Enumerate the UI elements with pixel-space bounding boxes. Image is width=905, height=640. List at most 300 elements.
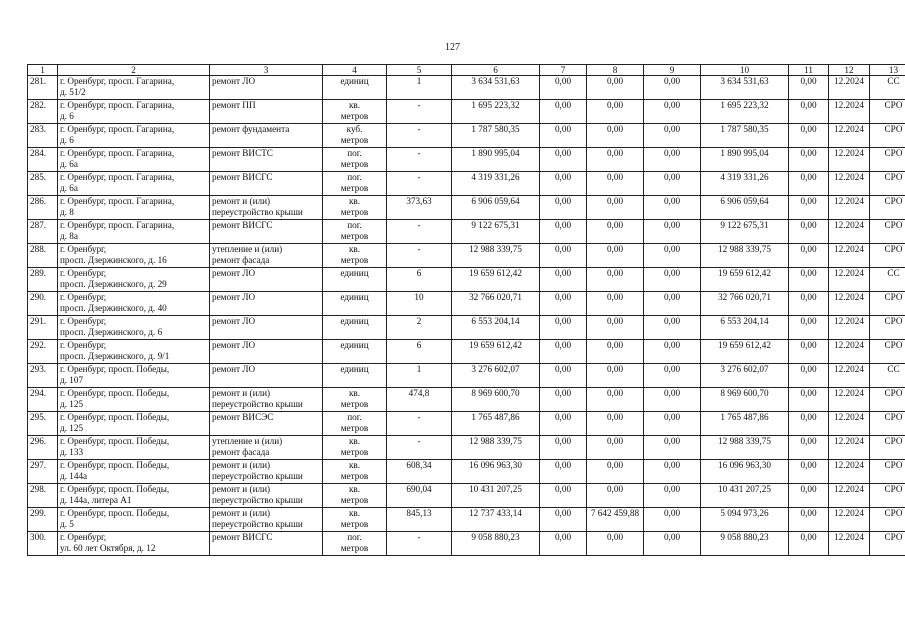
volume-cell-text: 474,8 <box>408 388 430 398</box>
amount-cell <box>587 148 644 172</box>
amount-cell-text: 0,00 <box>606 172 624 182</box>
total-cost-cell-text: 19 659 612,42 <box>469 340 522 350</box>
unit-cell-text: метров <box>340 135 369 145</box>
address-cell-text: г. Оренбург, просп. Гагарина, <box>60 220 175 230</box>
fund-type-cell-text: СРО <box>884 196 903 206</box>
completion-date-cell <box>829 76 870 100</box>
unit-cell-text: метров <box>340 423 369 433</box>
amount-cell <box>587 124 644 148</box>
amount-cell <box>789 364 829 388</box>
completion-date-cell <box>829 436 870 460</box>
work-type-cell <box>210 412 323 436</box>
amount-cell <box>644 412 701 436</box>
fund-type-cell <box>870 124 905 148</box>
volume-cell <box>387 364 452 388</box>
address-cell <box>58 76 210 100</box>
amount-cell <box>540 316 587 340</box>
address-cell <box>58 316 210 340</box>
table-row <box>28 364 905 388</box>
unit-cell <box>323 148 387 172</box>
fund-type-cell <box>870 364 905 388</box>
total-cost-cell-text: 1 765 487,86 <box>471 412 520 422</box>
amount-cell-text: 0,00 <box>663 124 681 134</box>
unit-cell-text: кв. <box>348 484 361 494</box>
unit-cell-text: пог. <box>347 148 362 158</box>
unit-cell-text: метров <box>340 399 369 409</box>
total-cost-cell <box>452 460 540 484</box>
work-type-cell-text: ремонт ВИСТС <box>212 148 273 158</box>
amount-cell-text: 0,00 <box>800 412 817 422</box>
row-number-cell <box>28 100 58 124</box>
address-cell <box>58 172 210 196</box>
header-cell: 5 <box>387 65 452 76</box>
fund-type-cell <box>870 316 905 340</box>
amount-cell-text: 0,00 <box>606 196 624 206</box>
amount-cell-text: 0,00 <box>606 364 624 374</box>
amount-cell <box>540 196 587 220</box>
completion-date-cell <box>829 244 870 268</box>
work-type-cell-text: ремонт ВИСЭС <box>212 412 274 422</box>
address-cell <box>58 124 210 148</box>
owner-funds-cell-text: 19 659 612,42 <box>718 268 771 278</box>
address-cell-text: просп. Дзержинского, д. 16 <box>60 255 167 265</box>
amount-cell <box>789 388 829 412</box>
amount-cell-text: 0,00 <box>554 316 572 326</box>
volume-cell <box>387 268 452 292</box>
amount-cell <box>540 220 587 244</box>
owner-funds-cell-text: 3 634 531,63 <box>720 76 769 86</box>
row-number-cell <box>28 76 58 100</box>
table-row <box>28 484 905 508</box>
completion-date-cell-text: 12.2024 <box>834 172 864 182</box>
row-number-cell-text: 292. <box>30 340 47 350</box>
completion-date-cell-text: 12.2024 <box>834 388 864 398</box>
row-number-cell-text: 286. <box>30 196 47 206</box>
completion-date-cell <box>829 364 870 388</box>
amount-cell-text: 0,00 <box>554 412 572 422</box>
amount-cell-text: 0,00 <box>554 292 572 302</box>
completion-date-cell <box>829 292 870 316</box>
amount-cell <box>587 220 644 244</box>
total-cost-cell-text: 9 122 675,31 <box>471 220 520 230</box>
completion-date-cell <box>829 484 870 508</box>
total-cost-cell <box>452 172 540 196</box>
volume-cell <box>387 292 452 316</box>
amount-cell-text: 0,00 <box>800 100 817 110</box>
amount-cell <box>540 268 587 292</box>
amount-cell <box>587 364 644 388</box>
unit-cell <box>323 100 387 124</box>
owner-funds-cell-text: 12 988 339,75 <box>718 436 771 446</box>
address-cell <box>58 268 210 292</box>
amount-cell <box>644 268 701 292</box>
header-cell: 2 <box>58 65 210 76</box>
table-row <box>28 124 905 148</box>
total-cost-cell <box>452 196 540 220</box>
amount-cell <box>587 100 644 124</box>
amount-cell-text: 0,00 <box>606 148 624 158</box>
amount-cell-text: 0,00 <box>663 220 681 230</box>
address-cell-text: г. Оренбург, просп. Победы, <box>60 364 170 374</box>
completion-date-cell-text: 12.2024 <box>834 196 864 206</box>
amount-cell <box>644 340 701 364</box>
amount-cell-text: 0,00 <box>606 460 624 470</box>
amount-cell <box>587 532 644 556</box>
work-type-cell <box>210 436 323 460</box>
completion-date-cell <box>829 124 870 148</box>
unit-cell <box>323 364 387 388</box>
amount-cell-text: 0,00 <box>606 244 624 254</box>
volume-cell-text: - <box>417 412 421 422</box>
owner-funds-cell-text: 16 096 963,30 <box>718 460 771 470</box>
address-cell-text: д. 5 <box>60 519 74 529</box>
unit-cell-text: пог. <box>347 172 362 182</box>
owner-funds-cell <box>701 148 789 172</box>
fund-type-cell <box>870 268 905 292</box>
completion-date-cell-text: 12.2024 <box>834 268 864 278</box>
amount-cell <box>540 244 587 268</box>
address-cell <box>58 292 210 316</box>
total-cost-cell-text: 9 058 880,23 <box>471 532 520 542</box>
amount-cell-text: 0,00 <box>554 220 572 230</box>
owner-funds-cell-text: 32 766 020,71 <box>718 292 771 302</box>
address-cell-text: просп. Дзержинского, д. 29 <box>60 279 167 289</box>
amount-cell <box>789 484 829 508</box>
amount-cell-text: 0,00 <box>800 76 817 86</box>
unit-cell <box>323 172 387 196</box>
amount-cell-text: 0,00 <box>606 124 624 134</box>
amount-cell-text: 0,00 <box>554 124 572 134</box>
amount-cell <box>540 484 587 508</box>
fund-type-cell <box>870 148 905 172</box>
work-type-cell <box>210 460 323 484</box>
owner-funds-cell-text: 1 890 995,04 <box>720 148 769 158</box>
address-cell <box>58 364 210 388</box>
amount-cell-text: 0,00 <box>663 76 681 86</box>
completion-date-cell <box>829 460 870 484</box>
row-number-cell-text: 298. <box>30 484 47 494</box>
row-number-cell <box>28 412 58 436</box>
table-row <box>28 436 905 460</box>
owner-funds-cell-text: 1 787 580,35 <box>720 124 769 134</box>
work-type-cell-text: ремонт и (или) <box>212 388 271 398</box>
amount-cell-text: 0,00 <box>554 388 572 398</box>
amount-cell-text: 7 642 459,88 <box>590 508 640 518</box>
volume-cell-text: - <box>417 532 421 542</box>
owner-funds-cell <box>701 316 789 340</box>
header-cell: 10 <box>701 65 789 76</box>
address-cell-text: д. 6а <box>60 159 78 169</box>
address-cell <box>58 244 210 268</box>
total-cost-cell <box>452 388 540 412</box>
amount-cell-text: 0,00 <box>554 100 572 110</box>
address-cell-text: д. 133 <box>60 447 84 457</box>
amount-cell-text: 0,00 <box>554 532 572 542</box>
row-number-cell <box>28 436 58 460</box>
amount-cell <box>644 364 701 388</box>
amount-cell-text: 0,00 <box>663 172 681 182</box>
work-type-cell-text: ремонт ПП <box>212 100 256 110</box>
fund-type-cell-text: СРО <box>884 388 903 398</box>
unit-cell-text: единиц <box>340 268 369 278</box>
completion-date-cell <box>829 340 870 364</box>
amount-cell-text: 0,00 <box>663 484 681 494</box>
amount-cell <box>587 436 644 460</box>
unit-cell <box>323 268 387 292</box>
completion-date-cell-text: 12.2024 <box>834 436 864 446</box>
address-cell-text: д. 6 <box>60 111 74 121</box>
amount-cell-text: 0,00 <box>606 100 624 110</box>
amount-cell <box>789 436 829 460</box>
unit-cell-text: единиц <box>340 340 369 350</box>
row-number-cell <box>28 244 58 268</box>
amount-cell-text: 0,00 <box>606 316 624 326</box>
amount-cell <box>540 508 587 532</box>
completion-date-cell <box>829 268 870 292</box>
owner-funds-cell-text: 9 058 880,23 <box>720 532 769 542</box>
fund-type-cell-text: СРО <box>884 436 903 446</box>
volume-cell <box>387 484 452 508</box>
completion-date-cell <box>829 172 870 196</box>
row-number-cell-text: 289. <box>30 268 47 278</box>
row-number-cell <box>28 460 58 484</box>
amount-cell-text: 0,00 <box>554 508 572 518</box>
total-cost-cell-text: 32 766 020,71 <box>469 292 522 302</box>
amount-cell-text: 0,00 <box>554 340 572 350</box>
address-cell-text: д. 107 <box>60 375 84 385</box>
header-cell: 6 <box>452 65 540 76</box>
total-cost-cell-text: 16 096 963,30 <box>469 460 522 470</box>
row-number-cell-text: 282. <box>30 100 47 110</box>
unit-cell-text: куб. <box>346 124 363 134</box>
unit-cell-text: кв. <box>348 100 361 110</box>
address-cell-text: д. 6 <box>60 135 74 145</box>
work-type-cell-text: утепление и (или) <box>212 244 283 254</box>
address-cell <box>58 100 210 124</box>
volume-cell-text: - <box>417 436 421 446</box>
amount-cell-text: 0,00 <box>554 436 572 446</box>
address-cell-text: г. Оренбург, <box>60 244 107 254</box>
owner-funds-cell-text: 3 276 602,07 <box>720 364 769 374</box>
volume-cell-text: 690,04 <box>406 484 432 494</box>
work-type-cell <box>210 220 323 244</box>
completion-date-cell-text: 12.2024 <box>834 244 864 254</box>
total-cost-cell-text: 19 659 612,42 <box>469 268 522 278</box>
owner-funds-cell-text: 19 659 612,42 <box>718 340 771 350</box>
work-type-cell-text: ремонт ВИСГС <box>212 532 273 542</box>
completion-date-cell <box>829 388 870 412</box>
row-number-cell-text: 281. <box>30 76 47 86</box>
address-cell-text: г. Оренбург, просп. Победы, <box>60 436 170 446</box>
fund-type-cell-text: СРО <box>884 220 903 230</box>
row-number-cell <box>28 484 58 508</box>
address-cell <box>58 220 210 244</box>
amount-cell <box>587 172 644 196</box>
row-number-cell-text: 296. <box>30 436 47 446</box>
address-cell-text: г. Оренбург, просп. Гагарина, <box>60 76 175 86</box>
address-cell-text: д. 51/2 <box>60 87 86 97</box>
amount-cell-text: 0,00 <box>800 364 817 374</box>
work-type-cell <box>210 292 323 316</box>
total-cost-cell <box>452 148 540 172</box>
amount-cell <box>587 196 644 220</box>
address-cell <box>58 532 210 556</box>
table-row <box>28 460 905 484</box>
amount-cell-text: 0,00 <box>800 268 817 278</box>
row-number-cell-text: 295. <box>30 412 47 422</box>
table-row <box>28 196 905 220</box>
amount-cell-text: 0,00 <box>663 412 681 422</box>
amount-cell <box>644 148 701 172</box>
amount-cell-text: 0,00 <box>663 268 681 278</box>
amount-cell-text: 0,00 <box>800 340 817 350</box>
completion-date-cell-text: 12.2024 <box>834 316 864 326</box>
total-cost-cell <box>452 220 540 244</box>
volume-cell-text: 373,63 <box>406 196 432 206</box>
unit-cell-text: метров <box>340 255 369 265</box>
table-row <box>28 508 905 532</box>
address-cell-text: г. Оренбург, <box>60 532 107 542</box>
total-cost-cell <box>452 76 540 100</box>
amount-cell-text: 0,00 <box>606 484 624 494</box>
completion-date-cell-text: 12.2024 <box>834 220 864 230</box>
volume-cell-text: 845,13 <box>406 508 432 518</box>
volume-cell <box>387 532 452 556</box>
fund-type-cell <box>870 532 905 556</box>
total-cost-cell-text: 1 695 223,32 <box>471 100 520 110</box>
row-number-cell-text: 297. <box>30 460 47 470</box>
address-cell-text: г. Оренбург, просп. Гагарина, <box>60 100 175 110</box>
amount-cell-text: 0,00 <box>606 292 624 302</box>
address-cell-text: г. Оренбург, <box>60 316 107 326</box>
total-cost-cell-text: 10 431 207,25 <box>469 484 522 494</box>
unit-cell <box>323 460 387 484</box>
owner-funds-cell <box>701 340 789 364</box>
row-number-cell <box>28 508 58 532</box>
fund-type-cell-text: СС <box>887 76 900 86</box>
owner-funds-cell <box>701 100 789 124</box>
address-cell <box>58 436 210 460</box>
amount-cell <box>789 124 829 148</box>
amount-cell-text: 0,00 <box>554 484 572 494</box>
unit-cell-text: единиц <box>340 76 369 86</box>
amount-cell <box>789 532 829 556</box>
unit-cell-text: кв. <box>348 460 361 470</box>
total-cost-cell <box>452 508 540 532</box>
unit-cell <box>323 508 387 532</box>
fund-type-cell-text: СРО <box>884 148 903 158</box>
unit-cell <box>323 388 387 412</box>
amount-cell-text: 0,00 <box>800 292 817 302</box>
amount-cell-text: 0,00 <box>606 436 624 446</box>
amount-cell <box>789 316 829 340</box>
fund-type-cell-text: СРО <box>884 460 903 470</box>
amount-cell <box>587 508 644 532</box>
table-row <box>28 100 905 124</box>
amount-cell <box>587 340 644 364</box>
unit-cell <box>323 244 387 268</box>
column-number-header-row <box>28 65 905 76</box>
total-cost-cell-text: 12 988 339,75 <box>469 436 522 446</box>
row-number-cell-text: 293. <box>30 364 47 374</box>
unit-cell-text: кв. <box>348 508 361 518</box>
total-cost-cell-text: 3 276 602,07 <box>471 364 520 374</box>
work-type-cell-text: ремонт фасада <box>212 447 270 457</box>
address-cell-text: г. Оренбург, просп. Победы, <box>60 460 170 470</box>
amount-cell <box>789 100 829 124</box>
work-type-cell-text: ремонт фасада <box>212 255 270 265</box>
amount-cell-text: 0,00 <box>800 244 817 254</box>
owner-funds-cell <box>701 292 789 316</box>
header-cell: 9 <box>644 65 701 76</box>
address-cell-text: г. Оренбург, просп. Победы, <box>60 388 170 398</box>
total-cost-cell <box>452 436 540 460</box>
work-type-cell <box>210 196 323 220</box>
volume-cell-text: 6 <box>416 268 422 278</box>
fund-type-cell-text: СРО <box>884 244 903 254</box>
total-cost-cell-text: 6 553 204,14 <box>471 316 520 326</box>
volume-cell <box>387 412 452 436</box>
unit-cell-text: пог. <box>347 532 362 542</box>
total-cost-cell <box>452 292 540 316</box>
fund-type-cell-text: СРО <box>884 316 903 326</box>
address-cell-text: д. 6а <box>60 183 78 193</box>
completion-date-cell-text: 12.2024 <box>834 532 864 542</box>
total-cost-cell <box>452 316 540 340</box>
table-row <box>28 148 905 172</box>
unit-cell <box>323 76 387 100</box>
amount-cell-text: 0,00 <box>554 172 572 182</box>
work-type-cell-text: переустройство крыши <box>212 471 303 481</box>
owner-funds-cell-text: 9 122 675,31 <box>720 220 769 230</box>
owner-funds-cell <box>701 220 789 244</box>
work-type-cell <box>210 508 323 532</box>
row-number-cell <box>28 292 58 316</box>
amount-cell <box>540 172 587 196</box>
amount-cell <box>540 460 587 484</box>
unit-cell <box>323 340 387 364</box>
header-cell: 13 <box>870 65 905 76</box>
amount-cell <box>644 316 701 340</box>
amount-cell <box>644 388 701 412</box>
work-type-cell <box>210 268 323 292</box>
fund-type-cell <box>870 244 905 268</box>
amount-cell <box>644 460 701 484</box>
owner-funds-cell <box>701 268 789 292</box>
volume-cell <box>387 508 452 532</box>
unit-cell <box>323 316 387 340</box>
address-cell-text: просп. Дзержинского, д. 6 <box>60 327 163 337</box>
address-cell <box>58 484 210 508</box>
header-cell: 4 <box>323 65 387 76</box>
row-number-cell-text: 291. <box>30 316 47 326</box>
fund-type-cell <box>870 388 905 412</box>
work-type-cell-text: ремонт ЛО <box>212 364 256 374</box>
amount-cell <box>540 76 587 100</box>
amount-cell <box>644 100 701 124</box>
address-cell-text: д. 144а, литера А1 <box>60 495 132 505</box>
work-type-cell <box>210 172 323 196</box>
amount-cell <box>540 148 587 172</box>
address-cell <box>58 460 210 484</box>
completion-date-cell-text: 12.2024 <box>834 484 864 494</box>
completion-date-cell <box>829 316 870 340</box>
fund-type-cell <box>870 76 905 100</box>
total-cost-cell <box>452 364 540 388</box>
address-cell-text: г. Оренбург, просп. Гагарина, <box>60 124 175 134</box>
unit-cell-text: кв. <box>348 388 361 398</box>
work-type-cell-text: ремонт ЛО <box>212 292 256 302</box>
